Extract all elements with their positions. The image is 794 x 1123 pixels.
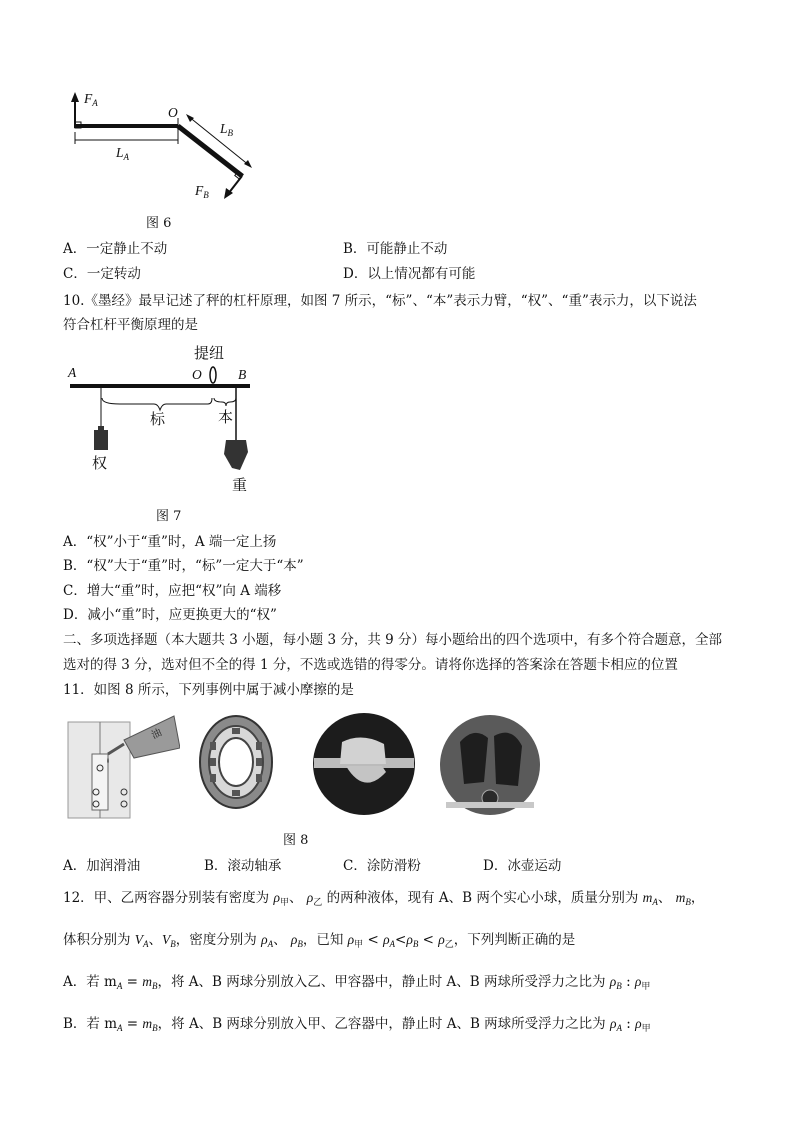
figure-8-image-oil [64,712,180,820]
figure-8-caption: 图 8 [283,833,309,848]
figure-7-caption: 图 7 [156,509,182,524]
fig7-label-tizu: 提纽 [194,344,225,362]
fig7-label-biao: 标 [150,410,166,428]
fig7-label-o: O [192,367,202,382]
q12-stem-line1: 12．甲、乙两容器分别装有密度为 $\rho_甲$、 $\rho_乙$ 的两种液体，现有 A、B 两个实心小球，质量分别为 $m_A$、 $m_B$， [63,890,705,908]
q11-stem: 11．如图 8 所示，下列事例中属于减小摩擦的是 [63,682,354,698]
q9-option-b: B．可能静止不动 [343,241,448,257]
figure-6 [60,88,270,208]
q12-stem-line2: 体积分别为 $V_A$、$V_B$，密度分别为 $\rho_A$、 $\rho_B$，已知 $\rho_甲 < \rho_A<\rho_B < \rho_乙$，下列判断正确的是 [63,932,576,950]
q12-option-b: B．若 $m_A = m_B$，将 A、B 两球分别放入甲、乙容器中，静止时 A、B 两球所受浮力之比为 $\rho_A$ : $\rho_甲$ [63,1016,651,1034]
figure-7 [60,342,270,502]
oil-can-label: 油 [149,727,164,742]
fig6-label-la: $L_A$ [116,145,130,162]
fig7-label-ben: 本 [218,408,234,426]
q10-stem-line2: 符合杠杆平衡原理的是 [63,317,198,333]
figure-8-image-hands [312,712,416,816]
section2-heading-line2: 选对的得 3 分，选对但不全的得 1 分，不选或选错的得零分。请将你选择的答案涂在答题卡相应的位置 [63,657,678,673]
fig6-label-lb: $L_B$ [220,121,234,138]
fig7-label-b: B [238,367,247,382]
fig7-label-quan: 权 [92,454,108,472]
q10-option-c: C．增大“重”时，应把“权”向 A 端移 [63,583,282,599]
q11-option-a: A．加润滑油 [63,858,141,874]
figure-6-caption: 图 6 [146,216,172,231]
q11-option-b: B．滚动轴承 [204,858,282,874]
q10-option-d: D．减小“重”时，应更换更大的“权” [63,607,277,623]
q10-option-a: A．“权”小于“重”时，A 端一定上扬 [63,534,277,550]
q10-stem-line1: 10.《墨经》最早记述了秤的杠杆原理，如图 7 所示，“标”、“本”表示力臂，“权”、“重”表示力，以下说法 [63,293,697,309]
section2-heading-line1: 二、多项选择题（本大题共 3 小题，每小题 3 分，共 9 分）每小题给出的四个选项中，有多个符合题意，全部 [63,632,723,648]
figure-8-image-curling [440,712,540,818]
q11-option-c: C．涂防滑粉 [343,858,421,874]
fig7-label-zhong: 重 [232,476,248,494]
q10-option-b: B．“权”大于“重”时，“标”一定大于“本” [63,558,304,574]
fig6-label-fb: $F_B$ [195,183,209,200]
q9-option-a: A．一定静止不动 [63,241,168,257]
q9-option-c: C．一定转动 [63,266,141,282]
q9-option-d: D．以上情况都有可能 [343,266,476,282]
fig7-label-a: A [68,365,77,380]
q11-option-d: D．冰壶运动 [483,858,562,874]
q12-option-a: A．若 $m_A = m_B$，将 A、B 两球分别放入乙、甲容器中，静止时 A、B 两球所受浮力之比为 $\rho_B$ : $\rho_甲$ [63,974,651,992]
figure-8-image-bearing [196,712,276,812]
fig6-label-o: O [168,105,178,120]
fig6-label-fa: $F_A$ [84,91,98,108]
